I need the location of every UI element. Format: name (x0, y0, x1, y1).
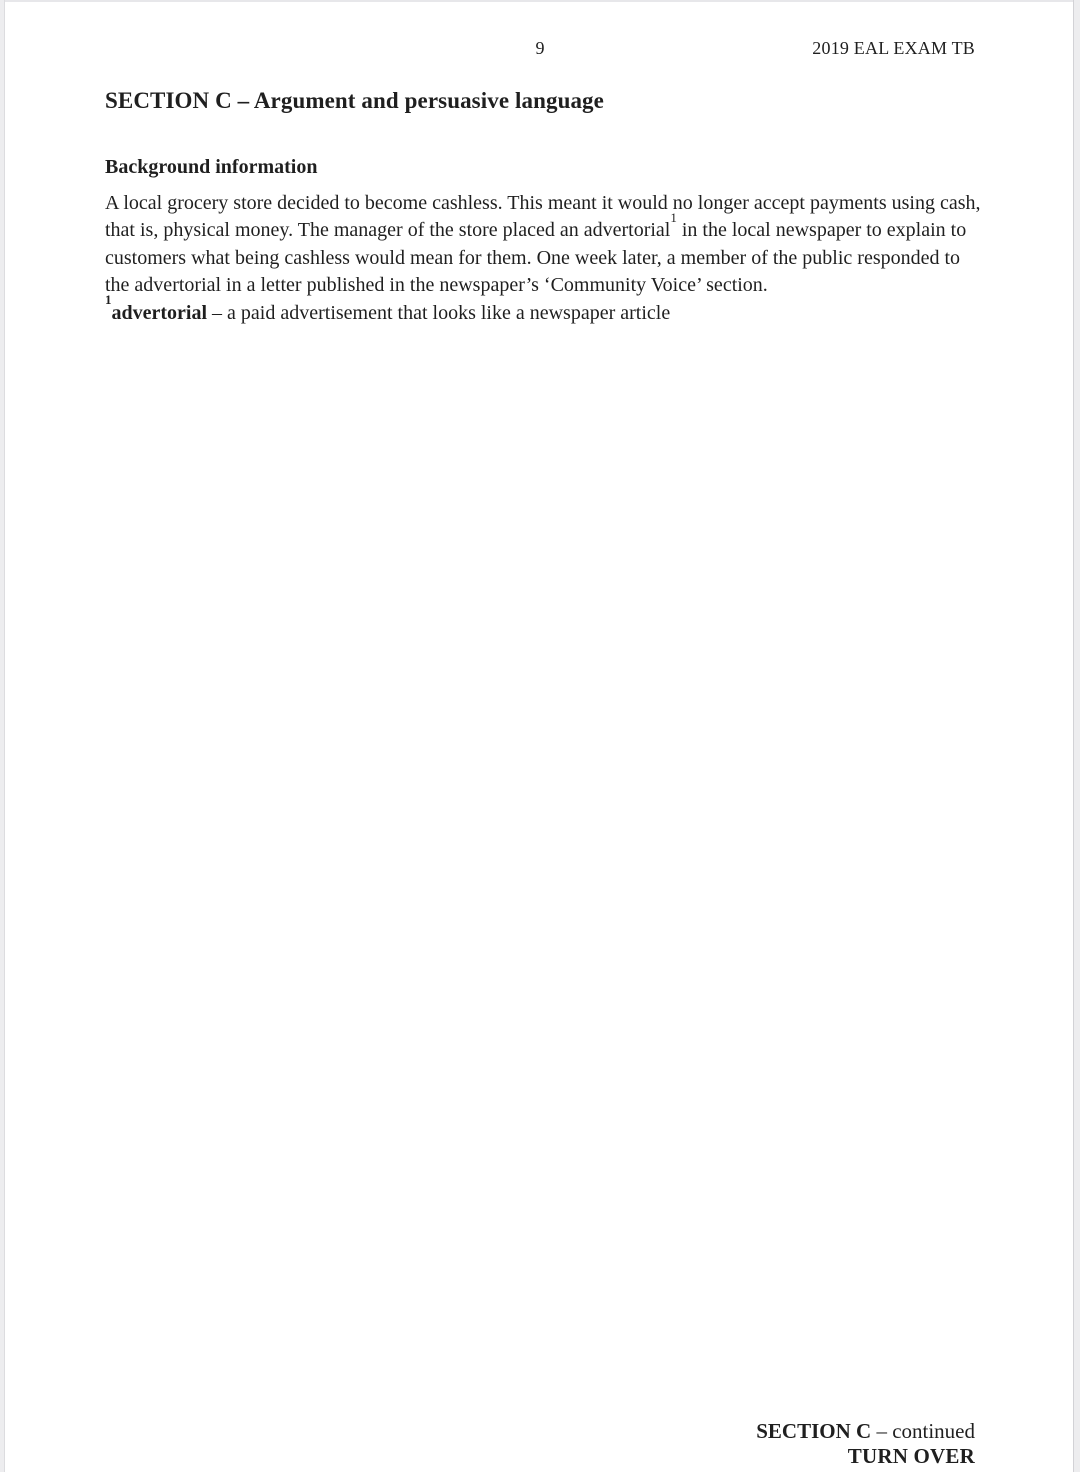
footnote-reference-marker: 1 (670, 209, 677, 225)
footer-continued-text: – continued (871, 1419, 975, 1443)
footnote-term: advertorial (111, 302, 208, 324)
background-paragraph (105, 190, 985, 299)
turn-over-label: TURN OVER (847, 1444, 975, 1468)
exam-code: 2019 EAL EXAM TB (812, 38, 975, 58)
footnote (105, 292, 985, 327)
scan-edge-top (0, 0, 1080, 2)
paragraph-line-2 (105, 209, 985, 244)
section-title: SECTION C – Argument and persuasive language (105, 88, 604, 113)
footer-section-label: SECTION C (756, 1419, 872, 1443)
footnote-definition: – a paid advertisement that looks like a newspaper article (207, 302, 671, 324)
scan-edge-left (0, 0, 5, 1472)
paragraph-line-4: the advertorial in a letter published in the newspaper’s ‘Community Voice’ section. (105, 273, 768, 296)
paragraph-line-1: A local grocery store decided to become cashless. This meant it would no longer accept payments using cash, (105, 192, 981, 214)
scan-edge-right (1073, 0, 1080, 1472)
section-continued-line (756, 1419, 975, 1444)
page-number: 9 (535, 38, 545, 58)
page-header (105, 36, 975, 60)
paragraph-line-3: customers what being cashless would mean for them. One week later, a member of the public responded to (105, 246, 961, 269)
background-heading: Background information (105, 156, 318, 178)
paragraph-line-2-text-b: in the local newspaper to explain to (676, 219, 967, 242)
page-footer (756, 1419, 975, 1469)
footnote-marker: 1 (105, 292, 112, 308)
paragraph-line-2-text-a: that is, physical money. The manager of the store placed an advertorial (105, 219, 671, 242)
